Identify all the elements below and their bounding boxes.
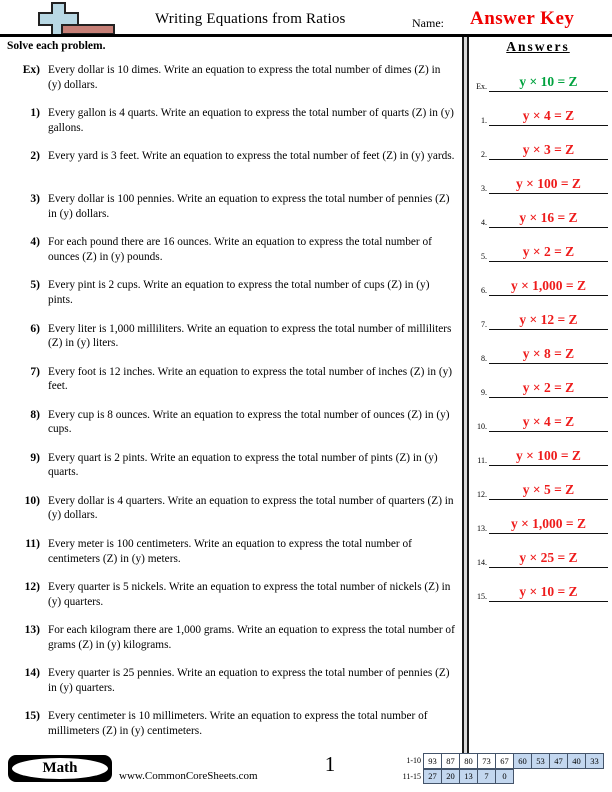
problem-text: Every dollar is 4 quarters. Write an equation to express the total number of quarters (Z) in (y) dollars. [48,494,454,522]
problem-number: 12) [24,581,40,594]
answer-text: y × 100 = Z [516,176,581,191]
answer-number: 3. [481,184,487,193]
website-url: www.CommonCoreSheets.com [119,770,258,782]
score-cell: 0 [495,769,514,785]
answer-blank-line [489,584,608,602]
problem-text: Every quart is 2 pints. Write an equation to express the total number of pints (Z) in (y) quarts. [48,451,438,479]
answer-row [470,228,608,262]
answer-row [470,58,608,92]
score-cell: 33 [585,753,604,769]
ruler-shape [62,25,114,34]
answer-blank-line [489,176,608,194]
answer-number: 8. [481,354,487,363]
score-cell: 13 [459,769,478,785]
problem-row [4,451,456,494]
answer-blank-line [489,346,608,364]
answer-text: y × 4 = Z [522,414,575,429]
problem-row [4,106,456,149]
answer-number: 2. [481,150,487,159]
problem-number: 4) [30,236,40,249]
answer-text: y × 16 = Z [519,210,578,225]
answer-blank-line [489,278,608,296]
score-cell: 47 [549,753,568,769]
problem-row [4,537,456,580]
answer-blank-line [489,448,608,466]
answer-text: y × 4 = Z [522,108,575,123]
score-cell: 73 [477,753,496,769]
answer-number: 15. [477,592,487,601]
problem-row [4,494,456,537]
answer-number: 10. [477,422,487,431]
answer-row [470,330,608,364]
problem-number: 8) [30,408,40,421]
score-cell: 20 [441,769,460,785]
answer-row [470,160,608,194]
header-rule [0,34,612,37]
answer-row [470,262,608,296]
score-cell: 80 [459,753,478,769]
problem-text: Every quarter is 25 pennies. Write an equation to express the total number of pennies (Z) in (y) quarters. [48,667,450,694]
answer-text: y × 2 = Z [522,244,575,259]
answer-blank-line [489,108,608,126]
problem-row [4,278,456,321]
answer-blank-line [489,74,608,92]
answer-row [470,296,608,330]
problem-number: 14) [24,667,40,680]
answers-title: Answers [506,39,570,54]
answer-text: y × 2 = Z [522,380,575,395]
answer-number: 14. [477,558,487,567]
answer-row [470,534,608,568]
answer-blank-line [489,210,608,228]
answer-text: y × 1,000 = Z [510,278,586,293]
problem-text: Every yard is 3 feet. Write an equation to express the total number of feet (Z) in (y) yards. [48,150,455,163]
score-table [390,753,604,784]
name-value-answer-key: Answer Key [470,8,575,29]
answer-number: 12. [477,490,487,499]
answer-blank-line [489,550,608,568]
score-cell: 67 [495,753,514,769]
problem-row [4,580,456,623]
problem-number: 10) [24,494,40,507]
math-badge-label: Math [42,760,78,776]
problem-row [4,322,456,365]
answer-text: y × 3 = Z [522,142,575,157]
answer-text: y × 5 = Z [522,482,575,497]
problem-text: For each pound there are 16 ounces. Write an equation to express the total number of ounces (Z) in (y) pounds. [48,236,432,263]
problem-text: Every dollar is 10 dimes. Write an equation to express the total number of dimes (Z) in (y) dollars. [48,64,441,91]
score-row [390,769,604,785]
problem-text: Every foot is 12 inches. Write an equation to express the total number of inches (Z) in (y) feet. [48,365,453,393]
answer-number: 1. [481,116,487,125]
answer-row [470,92,608,126]
problem-number: 15) [24,710,40,723]
math-badge-oval [12,758,108,779]
answers-list [470,58,608,602]
answer-row [470,364,608,398]
problem-text: Every cup is 8 ounces. Write an equation to express the total number of ounces (Z) in (y) cups. [48,408,450,436]
answer-row [470,568,608,602]
problem-number: Ex) [22,64,40,76]
answer-number: 7. [481,320,487,329]
problem-row [4,623,456,666]
problem-text: Every dollar is 100 pennies. Write an equation to express the total number of pennies (Z) in (y) dollars. [48,193,450,220]
answer-blank-line [489,244,608,262]
score-cell: 7 [477,769,496,785]
problems-list [4,63,456,753]
score-row-label: 11-15 [402,771,421,781]
problem-text: Every gallon is 4 quarts. Write an equation to express the total number of quarts (Z) in (y) gallons. [48,107,454,134]
page-number: 1 [324,752,336,776]
score-cell: 27 [423,769,442,785]
problem-row [4,235,456,278]
problem-number: 7) [30,365,40,378]
answer-number: 5. [481,252,487,261]
problem-number: 5) [30,279,40,292]
name-label: Name: [412,16,444,30]
problem-row [4,666,456,709]
instruction-text: Solve each problem. [7,40,106,52]
answer-text: y × 8 = Z [522,346,575,361]
answer-number: 13. [477,524,487,533]
column-divider [462,37,469,753]
answer-row [470,194,608,228]
answer-blank-line [489,142,608,160]
problem-number: 9) [30,451,40,464]
problem-number: 11) [25,538,40,551]
answer-row [470,466,608,500]
answer-number: 11. [477,456,487,465]
answer-number: 4. [481,218,487,227]
problem-text: Every meter is 100 centimeters. Write an equation to express the total number of centimeters (Z) in (y) meters. [48,538,412,565]
answer-text: y × 100 = Z [516,448,581,463]
problem-row [4,63,456,106]
score-row-label: 1-10 [406,756,421,766]
answer-blank-line [489,516,608,534]
problem-number: 1) [30,107,40,120]
problem-number: 13) [24,624,40,637]
answer-blank-line [489,380,608,398]
problem-row [4,149,456,192]
answer-text: y × 25 = Z [519,550,578,565]
answer-number: Ex. [476,82,487,91]
problem-text: Every liter is 1,000 milliliters. Write an equation to express the total number of milliliters (Z) in (y) liters. [48,322,452,350]
answer-blank-line [489,312,608,330]
score-cell: 53 [531,753,550,769]
answer-number: 9. [481,388,487,397]
answer-text: y × 10 = Z [519,584,578,599]
answer-row [470,432,608,466]
answer-row [470,398,608,432]
answer-row [470,500,608,534]
problem-row [4,365,456,408]
problem-number: 2) [30,150,40,163]
page-title: Writing Equations from Ratios [155,11,346,27]
score-cell: 60 [513,753,532,769]
score-cell: 40 [567,753,586,769]
problem-row [4,192,456,235]
problem-text: Every pint is 2 cups. Write an equation to express the total number of cups (Z) in (y) pints. [48,279,430,306]
score-cell: 93 [423,753,442,769]
answer-text: y × 12 = Z [519,312,578,327]
answer-number: 6. [481,286,487,295]
answer-text: y × 10 = Z [519,74,578,89]
answer-blank-line [489,414,608,432]
problem-text: For each kilogram there are 1,000 grams. Write an equation to express the total number of grams (Z) in (y) kilograms. [48,624,455,651]
answer-blank-line [489,482,608,500]
problem-number: 3) [30,193,40,206]
score-row [390,753,604,769]
answer-row [470,126,608,160]
problem-text: Every centimeter is 10 millimeters. Write an equation to express the total number of millimeters (Z) in (y) centimeters. [48,710,428,737]
score-cell: 87 [441,753,460,769]
answer-text: y × 1,000 = Z [510,516,586,531]
problem-row [4,408,456,451]
math-badge [8,755,112,782]
problem-number: 6) [30,322,40,335]
problem-text: Every quarter is 5 nickels. Write an equation to express the total number of nickels (Z) in (y) quarters. [48,581,451,608]
problem-row [4,709,456,752]
